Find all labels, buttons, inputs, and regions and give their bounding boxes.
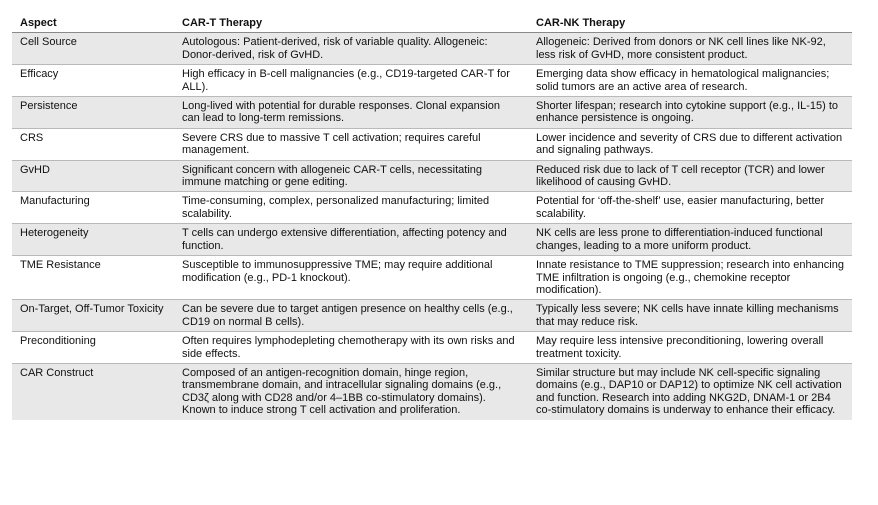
car-nk-cell: May require less intensive preconditioning, lowering overall treatment toxicity. <box>528 332 852 364</box>
table-row <box>12 97 852 129</box>
car-t-cell: T cells can undergo extensive differentiation, affecting potency and function. <box>174 224 528 256</box>
car-nk-cell: Typically less severe; NK cells have innate killing mechanisms that may reduce risk. <box>528 300 852 332</box>
comparison-table-container <box>12 12 852 420</box>
table-row <box>12 332 852 364</box>
aspect-cell: Preconditioning <box>12 332 174 364</box>
aspect-cell: Persistence <box>12 97 174 129</box>
car-nk-cell: NK cells are less prone to differentiation-induced functional changes, leading to a more uniform product. <box>528 224 852 256</box>
car-t-cell: Autologous: Patient-derived, risk of variable quality. Allogeneic: Donor-derived, risk of GvHD. <box>174 33 528 65</box>
aspect-cell: TME Resistance <box>12 256 174 300</box>
car-nk-cell: Reduced risk due to lack of T cell receptor (TCR) and lower likelihood of causing GvHD. <box>528 160 852 192</box>
table-row <box>12 363 852 419</box>
car-nk-cell: Allogeneic: Derived from donors or NK cell lines like NK-92, less risk of GvHD, more consistent product. <box>528 33 852 65</box>
aspect-cell: Cell Source <box>12 33 174 65</box>
aspect-cell: Heterogeneity <box>12 224 174 256</box>
car-nk-cell: Emerging data show efficacy in hematological malignancies; solid tumors are an active area of research. <box>528 65 852 97</box>
table-row <box>12 224 852 256</box>
car-nk-cell: Lower incidence and severity of CRS due to different activation and signaling pathways. <box>528 128 852 160</box>
header-car-nk: CAR-NK Therapy <box>528 12 852 33</box>
car-t-cell: Long-lived with potential for durable responses. Clonal expansion can lead to long-term remissions. <box>174 97 528 129</box>
table-row <box>12 192 852 224</box>
aspect-cell: Manufacturing <box>12 192 174 224</box>
table-row <box>12 33 852 65</box>
car-nk-cell: Shorter lifespan; research into cytokine support (e.g., IL-15) to enhance persistence is ongoing. <box>528 97 852 129</box>
table-row <box>12 300 852 332</box>
aspect-cell: GvHD <box>12 160 174 192</box>
car-nk-cell: Similar structure but may include NK cell-specific signaling domains (e.g., DAP10 or DAP12) to optimize NK cell activation and function. Research into adding NKG2D, DNAM-1 or 2B4 co-stimulatory domains is underway to enhance their efficacy. <box>528 363 852 419</box>
aspect-cell: CAR Construct <box>12 363 174 419</box>
table-row <box>12 128 852 160</box>
car-t-cell: Can be severe due to target antigen presence on healthy cells (e.g., CD19 on normal B cells). <box>174 300 528 332</box>
car-t-cell: Susceptible to immunosuppressive TME; may require additional modification (e.g., PD-1 knockout). <box>174 256 528 300</box>
car-t-vs-car-nk-table <box>12 12 852 420</box>
aspect-cell: On-Target, Off-Tumor Toxicity <box>12 300 174 332</box>
header-car-t: CAR-T Therapy <box>174 12 528 33</box>
car-t-cell: Severe CRS due to massive T cell activation; requires careful management. <box>174 128 528 160</box>
table-row <box>12 65 852 97</box>
header-aspect: Aspect <box>12 12 174 33</box>
car-nk-cell: Innate resistance to TME suppression; research into enhancing TME infiltration is ongoing (e.g., chemokine receptor modification). <box>528 256 852 300</box>
table-row <box>12 256 852 300</box>
car-t-cell: Composed of an antigen-recognition domain, hinge region, transmembrane domain, and intracellular signaling domains (e.g., CD3ζ along with CD28 and/or 4–1BB co-stimulatory domains). Known to induce strong T cell activation and proliferation. <box>174 363 528 419</box>
car-t-cell: Often requires lymphodepleting chemotherapy with its own risks and side effects. <box>174 332 528 364</box>
car-t-cell: High efficacy in B-cell malignancies (e.g., CD19-targeted CAR-T for ALL). <box>174 65 528 97</box>
car-nk-cell: Potential for ‘off-the-shelf’ use, easier manufacturing, better scalability. <box>528 192 852 224</box>
table-row <box>12 160 852 192</box>
aspect-cell: Efficacy <box>12 65 174 97</box>
aspect-cell: CRS <box>12 128 174 160</box>
car-t-cell: Time-consuming, complex, personalized manufacturing; limited scalability. <box>174 192 528 224</box>
header-row <box>12 12 852 33</box>
car-t-cell: Significant concern with allogeneic CAR-T cells, necessitating immune matching or gene editing. <box>174 160 528 192</box>
